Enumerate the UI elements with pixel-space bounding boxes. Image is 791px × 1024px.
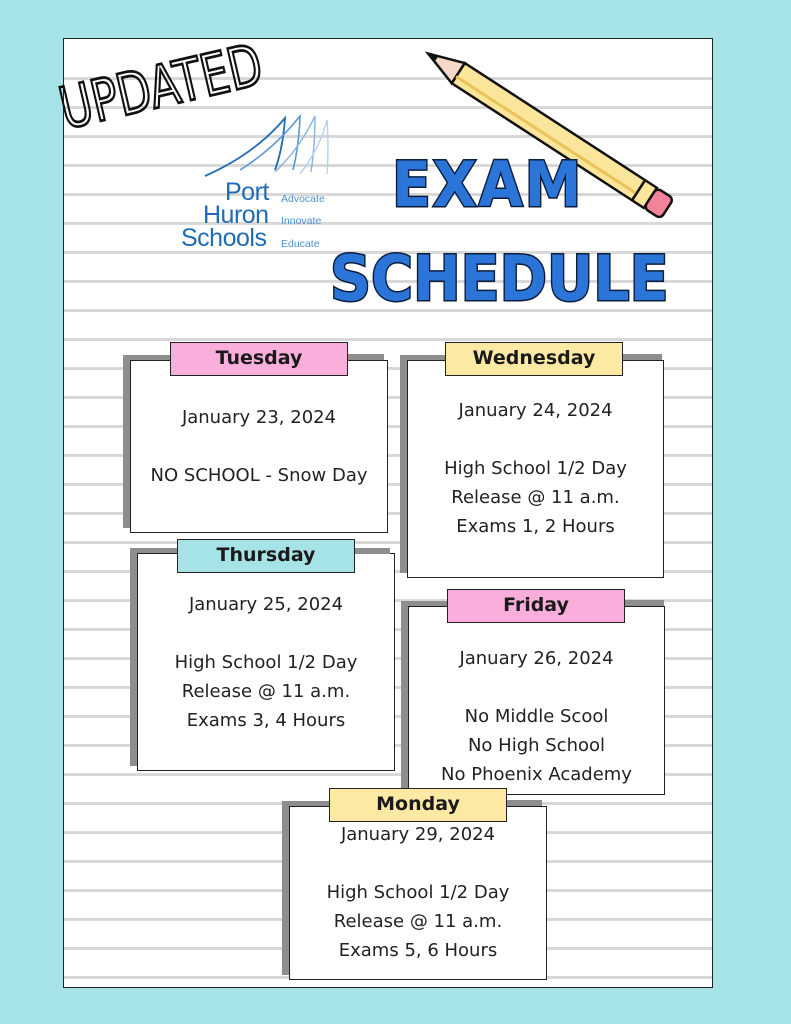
tuesday-line-1: NO SCHOOL - Snow Day: [150, 465, 368, 486]
thursday-tab-shadow: [354, 548, 390, 554]
thursday-card: [137, 553, 395, 771]
title-exam: EXAM: [392, 148, 584, 221]
friday-line-3: No Phoenix Academy: [441, 764, 632, 785]
monday-date: January 29, 2024: [340, 824, 496, 845]
logo-word-schools: Schools: [181, 224, 267, 252]
title-schedule: SCHEDULE: [330, 242, 669, 315]
thursday-tab: Thursday: [177, 539, 355, 573]
thursday-line-3: Exams 3, 4 Hours: [186, 710, 346, 731]
friday-card: [408, 606, 665, 795]
friday-line-1: No Middle Scool: [464, 706, 609, 727]
logo-tag-innovate: Innovate: [281, 215, 322, 227]
monday-card: [289, 806, 547, 980]
wednesday-line-2: Release @ 11 a.m.: [451, 487, 620, 508]
wednesday-card: [407, 360, 664, 578]
thursday-line-2: Release @ 11 a.m.: [181, 681, 351, 702]
port-huron-schools-logo: [175, 108, 340, 258]
thursday-line-1: High School 1/2 Day: [174, 652, 358, 673]
friday-tab: Friday: [447, 589, 625, 623]
friday-line-2: No High School: [467, 735, 606, 756]
updated-stamp-text: UPDATED: [53, 32, 269, 144]
logo-word-huron: Huron: [203, 201, 269, 229]
monday-tab: Monday: [329, 788, 507, 822]
wednesday-line-3: Exams 1, 2 Hours: [456, 516, 615, 537]
logo-tag-educate: Educate: [281, 238, 320, 250]
monday-line-3: Exams 5, 6 Hours: [338, 940, 498, 961]
tuesday-card: [130, 360, 388, 533]
thursday-date: January 25, 2024: [188, 594, 344, 615]
wednesday-line-1: High School 1/2 Day: [444, 458, 627, 479]
friday-tab-shadow: [624, 600, 664, 606]
tuesday-tab-shadow: [348, 354, 384, 360]
monday-line-2: Release @ 11 a.m.: [333, 911, 503, 932]
monday-tab-shadow: [506, 800, 542, 806]
wednesday-date: January 24, 2024: [458, 400, 613, 421]
logo-word-port: Port: [225, 178, 269, 206]
wednesday-tab: Wednesday: [445, 342, 623, 376]
logo-tag-advocate: Advocate: [281, 193, 325, 205]
logo-sails-icon: [175, 108, 340, 188]
wednesday-tab-shadow: [622, 354, 662, 360]
tuesday-tab: Tuesday: [170, 342, 348, 376]
friday-date: January 26, 2024: [459, 648, 614, 669]
monday-line-1: High School 1/2 Day: [326, 882, 510, 903]
tuesday-date: January 23, 2024: [181, 407, 337, 428]
